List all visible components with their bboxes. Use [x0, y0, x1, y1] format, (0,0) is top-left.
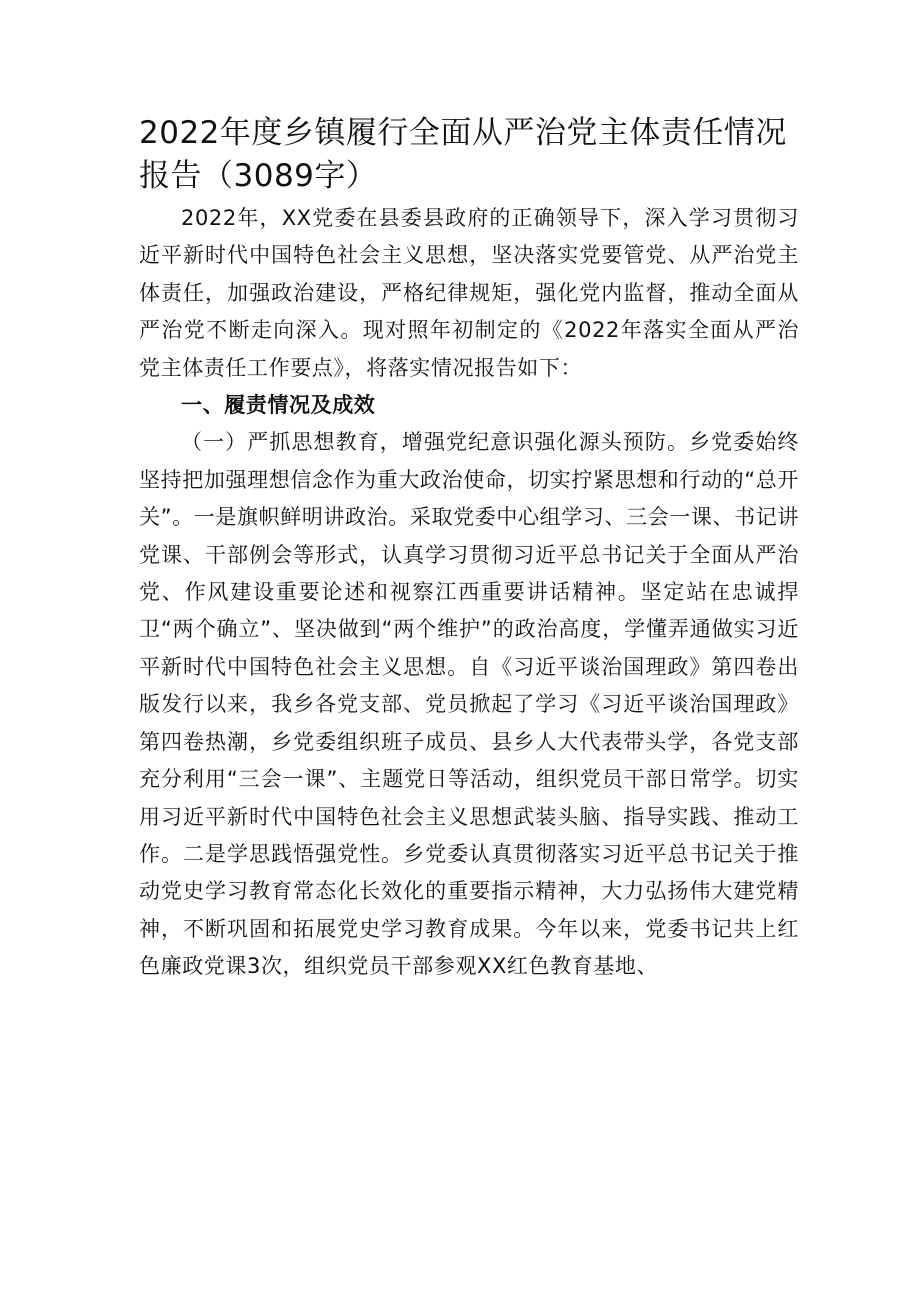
document-body: [139, 200, 799, 986]
section-heading: 一、履责情况及成效: [181, 393, 376, 418]
document-title: 2022年度乡镇履行全面从严治党主体责任情况报告（3089字）: [139, 115, 787, 194]
section-paragraph: （一）严抓思想教育，增强党纪意识强化源头预防。乡党委始终坚持把加强理想信念作为重大政治使命，切实拧紧思想和行动的“总开关”。一是旗帜鲜明讲政治。采取党委中心组学习、三会一课、书记讲党课、干部例会等形式，认真学习贯彻习近平总书记关于全面从严治党、作风建设重要论述和视察江西重要讲话精神。坚定站在忠诚捍卫“两个确立”、坚决做到“两个维护”的政治高度，学懂弄通做实习近平新时代中国特色社会主义思想。自《习近平谈治国理政》第四卷出版发行以来，我乡各党支部、党员掀起了学习《习近平谈治国理政》第四卷热潮，乡党委组织班子成员、县乡人大代表带头学，各党支部充分利用“三会一课”、主题党日等活动，组织党员干部日常学。切实用习近平新时代中国特色社会主义思想武装头脑、指导实践、推动工作。二是学思践悟强党性。乡党委认真贯彻落实习近平总书记关于推动党史学习教育常态化长效化的重要指示精神，大力弘扬伟大建党精神，不断巩固和拓展党史学习教育成果。今年以来，党委书记共上红色廉政党课3次，组织党员干部参观XX红色教育基地、: [139, 430, 799, 979]
intro-paragraph: 2022年，XX党委在县委县政府的正确领导下，深入学习贯彻习近平新时代中国特色社会主义思想，坚决落实党要管党、从严治党主体责任，加强政治建设，严格纪律规矩，强化党内监督，推动全面从严治党不断走向深入。现对照年初制定的《2022年落实全面从严治党主体责任工作要点》，将落实情况报告如下：: [139, 206, 799, 380]
